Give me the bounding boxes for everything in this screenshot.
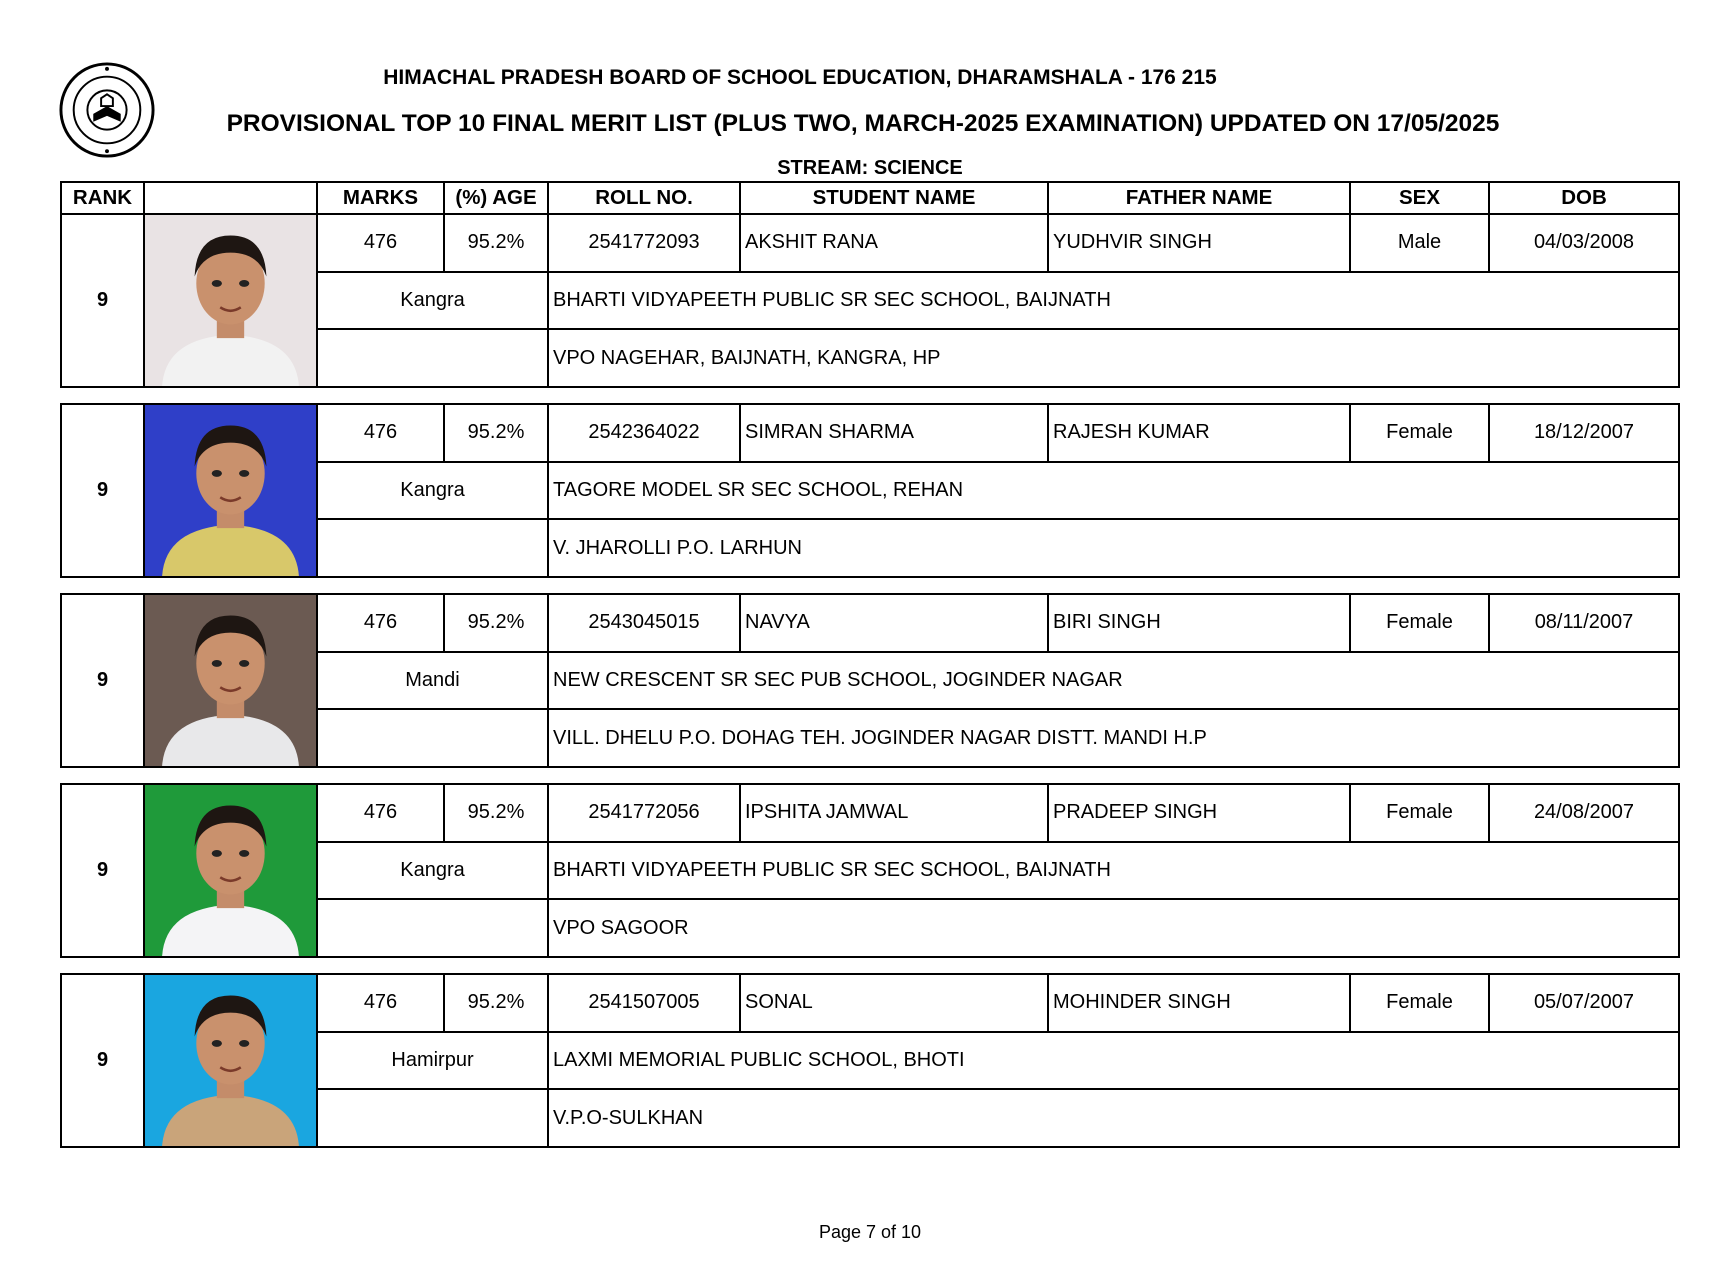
student-photo (144, 214, 317, 387)
marks-cell: 476 (317, 214, 444, 272)
district-cell: Hamirpur (317, 1032, 548, 1090)
roll-no-cell: 2541507005 (548, 974, 740, 1032)
percent-cell: 95.2% (444, 974, 548, 1032)
roll-no-cell: 2541772093 (548, 214, 740, 272)
header-photo (144, 182, 317, 214)
rank-cell: 9 (61, 974, 144, 1147)
merit-record (60, 403, 1680, 578)
column-header-table (60, 181, 1680, 215)
merit-list-title: PROVISIONAL TOP 10 FINAL MERIT LIST (PLUS TWO, MARCH-2025 EXAMINATION) UPDATED ON 17/05/2025 (226, 110, 1500, 137)
rank-cell: 9 (61, 404, 144, 577)
student-name-cell: SONAL (740, 974, 1048, 1032)
dob-cell: 05/07/2007 (1489, 974, 1679, 1032)
student-photo (144, 404, 317, 577)
roll-no-cell: 2541772056 (548, 784, 740, 842)
school-cell: TAGORE MODEL SR SEC SCHOOL, REHAN (548, 462, 1679, 520)
school-cell: BHARTI VIDYAPEETH PUBLIC SR SEC SCHOOL, BAIJNATH (548, 272, 1679, 330)
board-title: HIMACHAL PRADESH BOARD OF SCHOOL EDUCATION, DHARAMSHALA - 176 215 (383, 66, 1217, 89)
merit-record (60, 593, 1680, 768)
father-name-cell: PRADEEP SINGH (1048, 784, 1350, 842)
stream-label: STREAM: SCIENCE (777, 157, 963, 179)
marks-cell: 476 (317, 594, 444, 652)
student-name-cell: NAVYA (740, 594, 1048, 652)
dob-cell: 04/03/2008 (1489, 214, 1679, 272)
merit-record (60, 973, 1680, 1148)
rank-cell: 9 (61, 594, 144, 767)
merit-record (60, 783, 1680, 958)
percent-cell: 95.2% (444, 214, 548, 272)
roll-no-cell: 2543045015 (548, 594, 740, 652)
student-photo (144, 974, 317, 1147)
sex-cell: Female (1350, 594, 1489, 652)
address-cell: V. JHAROLLI P.O. LARHUN (548, 519, 1679, 577)
header-dob: DOB (1489, 182, 1679, 214)
header-student-name: STUDENT NAME (740, 182, 1048, 214)
student-name-cell: AKSHIT RANA (740, 214, 1048, 272)
address-cell: VPO NAGEHAR, BAIJNATH, KANGRA, HP (548, 329, 1679, 387)
header-roll-no: ROLL NO. (548, 182, 740, 214)
district-cell: Kangra (317, 842, 548, 900)
address-cell: VILL. DHELU P.O. DOHAG TEH. JOGINDER NAGAR DISTT. MANDI H.P (548, 709, 1679, 767)
blank-cell (317, 519, 548, 577)
blank-cell (317, 709, 548, 767)
blank-cell (317, 329, 548, 387)
sex-cell: Female (1350, 404, 1489, 462)
dob-cell: 24/08/2007 (1489, 784, 1679, 842)
header-father-name: FATHER NAME (1048, 182, 1350, 214)
header-rank: RANK (61, 182, 144, 214)
percent-cell: 95.2% (444, 594, 548, 652)
school-cell: LAXMI MEMORIAL PUBLIC SCHOOL, BHOTI (548, 1032, 1679, 1090)
header-sex: SEX (1350, 182, 1489, 214)
sex-cell: Female (1350, 784, 1489, 842)
rank-cell: 9 (61, 784, 144, 957)
marks-cell: 476 (317, 784, 444, 842)
page-number: Page 7 of 10 (818, 1222, 922, 1242)
marks-cell: 476 (317, 404, 444, 462)
student-name-cell: SIMRAN SHARMA (740, 404, 1048, 462)
roll-no-cell: 2542364022 (548, 404, 740, 462)
marks-cell: 476 (317, 974, 444, 1032)
father-name-cell: RAJESH KUMAR (1048, 404, 1350, 462)
board-seal-logo (58, 61, 156, 159)
blank-cell (317, 1089, 548, 1147)
address-cell: VPO SAGOOR (548, 899, 1679, 957)
dob-cell: 08/11/2007 (1489, 594, 1679, 652)
father-name-cell: YUDHVIR SINGH (1048, 214, 1350, 272)
student-photo (144, 784, 317, 957)
dob-cell: 18/12/2007 (1489, 404, 1679, 462)
school-cell: BHARTI VIDYAPEETH PUBLIC SR SEC SCHOOL, BAIJNATH (548, 842, 1679, 900)
blank-cell (317, 899, 548, 957)
header-percent: (%) AGE (444, 182, 548, 214)
sex-cell: Female (1350, 974, 1489, 1032)
merit-record (60, 213, 1680, 388)
district-cell: Kangra (317, 462, 548, 520)
father-name-cell: BIRI SINGH (1048, 594, 1350, 652)
rank-cell: 9 (61, 214, 144, 387)
student-photo (144, 594, 317, 767)
student-name-cell: IPSHITA JAMWAL (740, 784, 1048, 842)
sex-cell: Male (1350, 214, 1489, 272)
district-cell: Mandi (317, 652, 548, 710)
father-name-cell: MOHINDER SINGH (1048, 974, 1350, 1032)
address-cell: V.P.O-SULKHAN (548, 1089, 1679, 1147)
header-marks: MARKS (317, 182, 444, 214)
school-cell: NEW CRESCENT SR SEC PUB SCHOOL, JOGINDER NAGAR (548, 652, 1679, 710)
district-cell: Kangra (317, 272, 548, 330)
percent-cell: 95.2% (444, 404, 548, 462)
percent-cell: 95.2% (444, 784, 548, 842)
